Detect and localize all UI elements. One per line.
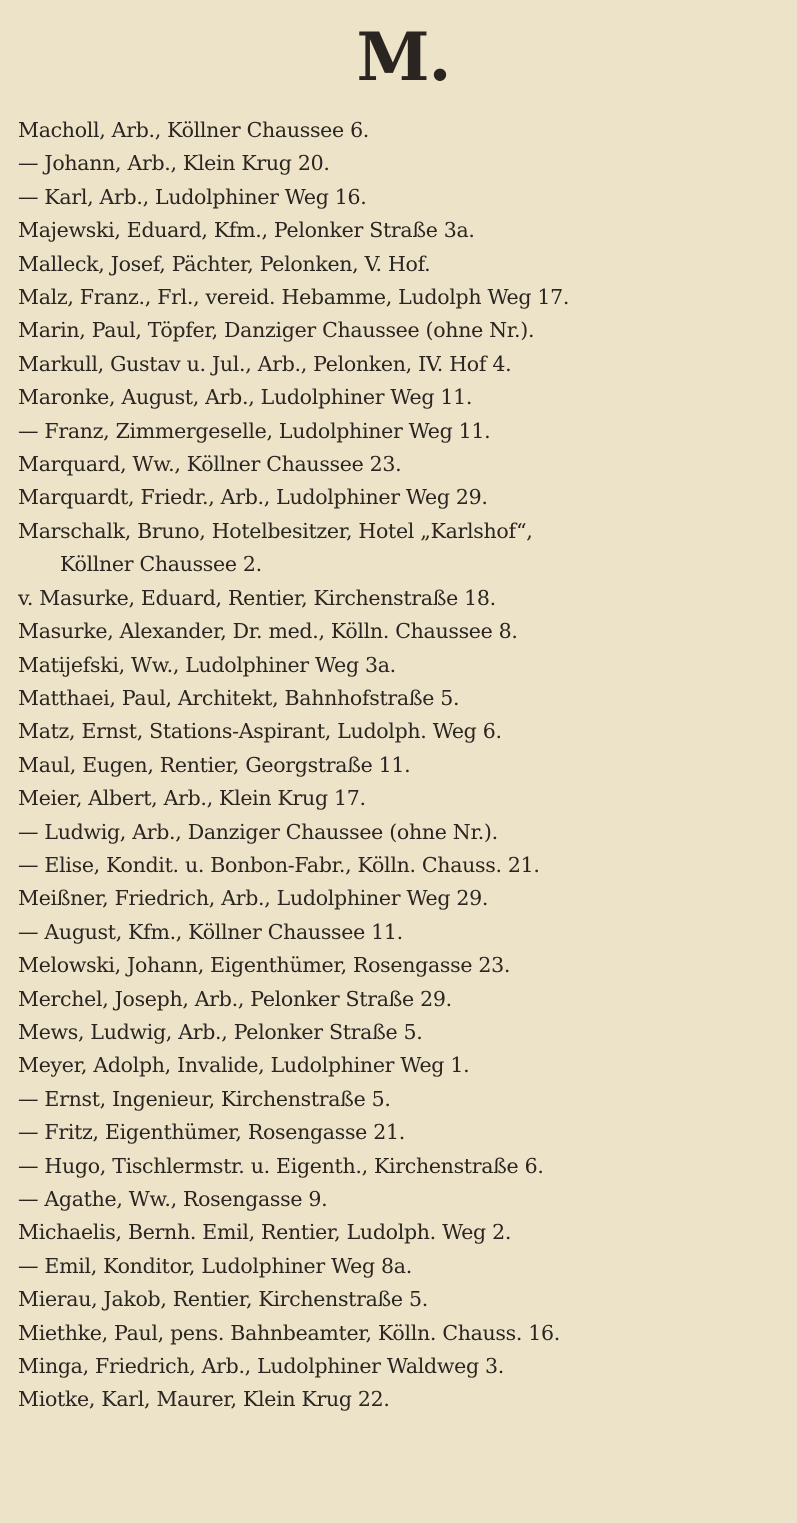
directory-entry: Marquard, Ww., Köllner Chaussee 23. <box>18 452 402 477</box>
directory-entry: — August, Kfm., Köllner Chaussee 11. <box>18 919 403 944</box>
directory-entry: — Hugo, Tischlermstr. u. Eigenth., Kirchenstraße 6. <box>18 1153 544 1178</box>
directory-entry: Maul, Eugen, Rentier, Georgstraße 11. <box>18 752 411 777</box>
directory-entry: Macholl, Arb., Köllner Chaussee 6. <box>18 118 370 142</box>
directory-entry: Miethke, Paul, pens. Bahnbeamter, Kölln. Chauss. 16. <box>18 1320 561 1345</box>
directory-entry: Masurke, Alexander, Dr. med., Kölln. Chaussee 8. <box>18 619 518 644</box>
directory-entry: Marin, Paul, Töpfer, Danziger Chaussee (ohne Nr.). <box>18 318 535 343</box>
directory-entry: — Karl, Arb., Ludolphiner Weg 16. <box>18 184 367 209</box>
directory-entry: — Emil, Konditor, Ludolphiner Weg 8a. <box>18 1253 412 1278</box>
directory-entry: Melowski, Johann, Eigenthümer, Rosengasse 23. <box>18 953 511 978</box>
directory-entry: Matijefski, Ww., Ludolphiner Weg 3a. <box>18 652 396 677</box>
directory-entry: Michaelis, Bernh. Emil, Rentier, Ludolph. Weg 2. <box>18 1220 512 1245</box>
directory-entry: Minga, Friedrich, Arb., Ludolphiner Waldweg 3. <box>18 1354 504 1379</box>
directory-entry: — Johann, Arb., Klein Krug 20. <box>18 151 330 176</box>
directory-entry: — Fritz, Eigenthümer, Rosengasse 21. <box>18 1120 405 1145</box>
directory-entry: Matthaei, Paul, Architekt, Bahnhofstraße 5. <box>18 685 460 710</box>
directory-entry: — Elise, Kondit. u. Bonbon-Fabr., Kölln. Chauss. 21. <box>18 852 540 877</box>
directory-entry: — Ludwig, Arb., Danziger Chaussee (ohne Nr.). <box>18 819 498 844</box>
directory-entry: Mews, Ludwig, Arb., Pelonker Straße 5. <box>18 1019 423 1044</box>
directory-entry: Mierau, Jakob, Rentier, Kirchenstraße 5. <box>18 1287 428 1312</box>
directory-entry: Malz, Franz., Frl., vereid. Hebamme, Ludolph Weg 17. <box>18 285 570 310</box>
directory-entry: — Ernst, Ingenieur, Kirchenstraße 5. <box>18 1086 391 1111</box>
directory-entry: v. Masurke, Eduard, Rentier, Kirchenstraße 18. <box>18 585 496 610</box>
directory-entry-list <box>18 114 789 1417</box>
section-letter-heading: M. <box>356 18 451 96</box>
directory-entry: Matz, Ernst, Stations-Aspirant, Ludolph. Weg 6. <box>18 719 502 744</box>
directory-entry: — Franz, Zimmergeselle, Ludolphiner Weg 11. <box>18 418 491 443</box>
directory-entry: Meyer, Adolph, Invalide, Ludolphiner Weg 1. <box>18 1053 470 1078</box>
directory-entry: — Agathe, Ww., Rosengasse 9. <box>18 1187 328 1211</box>
directory-entry: Meier, Albert, Arb., Klein Krug 17. <box>18 786 366 811</box>
directory-entry: Majewski, Eduard, Kfm., Pelonker Straße 3a. <box>18 218 475 243</box>
directory-entry: Meißner, Friedrich, Arb., Ludolphiner Weg 29. <box>18 886 489 911</box>
directory-entry: Maronke, August, Arb., Ludolphiner Weg 11. <box>18 385 473 410</box>
directory-entry: Marquardt, Friedr., Arb., Ludolphiner Weg 29. <box>18 485 488 510</box>
directory-entry: Markull, Gustav u. Jul., Arb., Pelonken, IV. Hof 4. <box>18 351 512 376</box>
directory-entry: Malleck, Josef, Pächter, Pelonken, V. Hof. <box>18 251 431 276</box>
directory-entry: Merchel, Joseph, Arb., Pelonker Straße 29. <box>18 986 452 1011</box>
directory-entry: Miotke, Karl, Maurer, Klein Krug 22. <box>18 1387 390 1412</box>
directory-entry-continuation: Köllner Chaussee 2. <box>60 552 262 577</box>
directory-entry: Marschalk, Bruno, Hotelbesitzer, Hotel „Karlshof“, <box>18 518 533 543</box>
